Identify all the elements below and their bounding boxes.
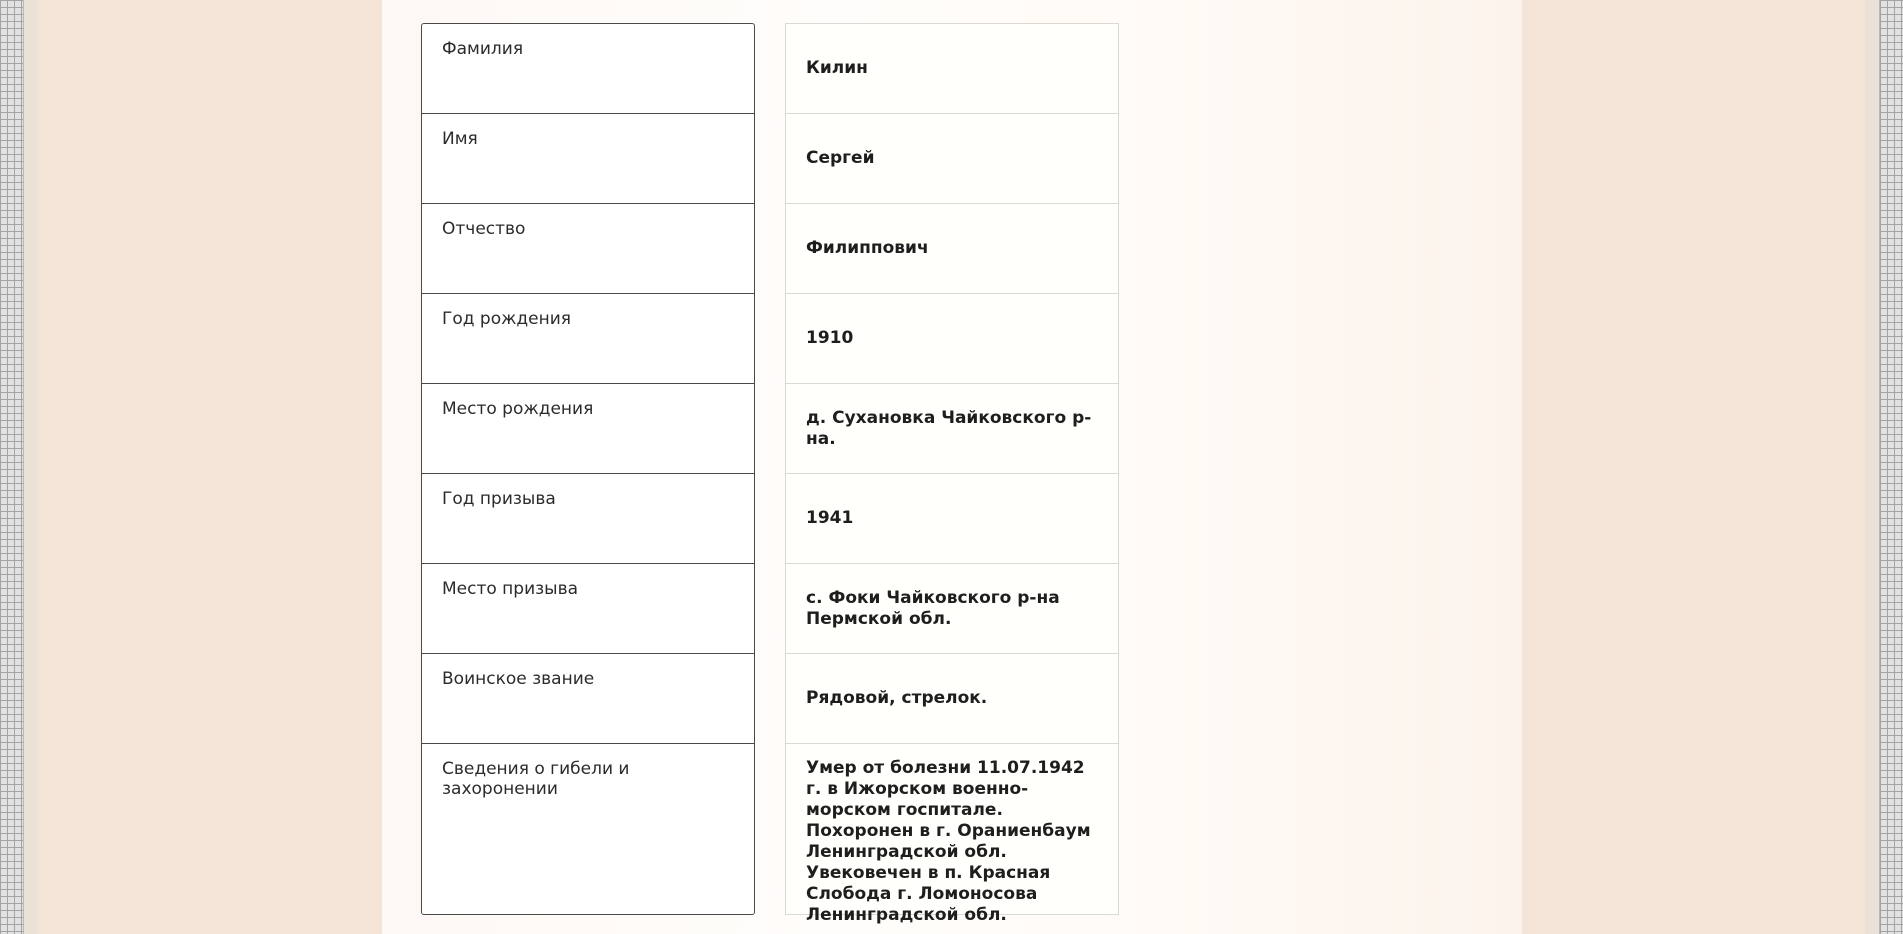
record-table [421, 23, 1119, 925]
first-name-value [785, 113, 1119, 203]
death-burial-value [785, 743, 1119, 925]
surname-value [785, 23, 1119, 113]
military-rank-value [785, 653, 1119, 743]
row-conscription-place [421, 563, 1119, 653]
conscription-place-text: с. Фоки Чайковского р-на Пермской обл. [806, 587, 1060, 629]
record-page [382, 0, 1522, 934]
surname-text: Килин [806, 58, 868, 78]
row-first-name [421, 113, 1119, 203]
row-surname [421, 23, 1119, 113]
birth-year-value [785, 293, 1119, 383]
birth-place-value [785, 383, 1119, 473]
birth-place-label: Место рождения [421, 383, 755, 473]
row-military-rank [421, 653, 1119, 743]
left-grid-rail [0, 0, 24, 934]
military-rank-text: Рядовой, стрелок. [806, 688, 988, 708]
conscription-place-value [785, 563, 1119, 653]
row-birth-year [421, 293, 1119, 383]
death-burial-text: Умер от болезни 11.07.1942 г. в Ижорском военно-морском госпитале. Похоронен в г. Ораниенбаум Ленинградской обл. Увековечен в п. Красная Слобода г. Ломоносова Ленинградской обл. [806, 758, 1091, 925]
first-name-text: Сергей [806, 148, 875, 168]
military-rank-label: Воинское звание [421, 653, 755, 743]
right-rail-shade [1865, 0, 1879, 934]
birth-year-text: 1910 [806, 328, 854, 348]
conscription-year-value [785, 473, 1119, 563]
patronymic-value [785, 203, 1119, 293]
death-burial-label: Сведения о гибели и захоронении [421, 743, 755, 915]
patronymic-label: Отчество [421, 203, 755, 293]
row-death-burial [421, 743, 1119, 925]
row-conscription-year [421, 473, 1119, 563]
surname-label: Фамилия [421, 23, 755, 113]
conscription-place-label: Место призыва [421, 563, 755, 653]
row-birth-place [421, 383, 1119, 473]
left-rail-shade [24, 0, 38, 934]
patronymic-text: Филиппович [806, 238, 929, 258]
conscription-year-label: Год призыва [421, 473, 755, 563]
conscription-year-text: 1941 [806, 508, 854, 528]
first-name-label: Имя [421, 113, 755, 203]
birth-place-text: д. Сухановка Чайковского р-на. [806, 407, 1092, 449]
row-patronymic [421, 203, 1119, 293]
birth-year-label: Год рождения [421, 293, 755, 383]
right-grid-rail [1879, 0, 1903, 934]
